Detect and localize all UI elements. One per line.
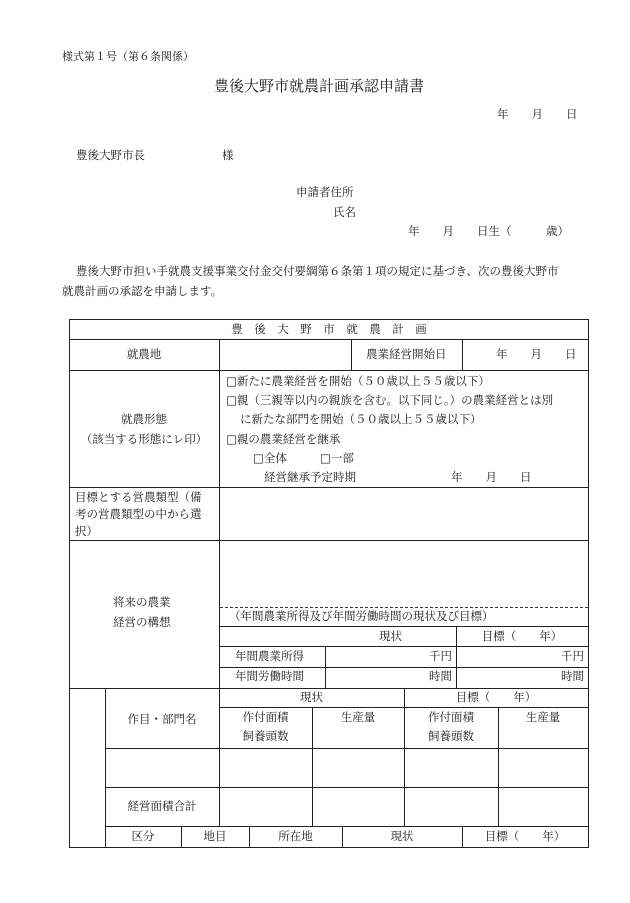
annual-hours-label: 年間労働時間: [235, 669, 304, 683]
applicant-address-label: 申請者住所: [296, 185, 354, 199]
option-parent-separate[interactable]: □親（三親等以内の親族を含む。以下同じ。）の農業経営とは別: [226, 393, 554, 407]
plan-table-heading: 豊 後 大 野 市 就 農 計 画: [231, 322, 427, 336]
crop-section-label: 作目・部門名: [127, 712, 197, 726]
option-succession[interactable]: □親の農業経営を継承: [226, 432, 341, 446]
farm-location-label: 就農地: [126, 347, 162, 361]
option-new-start[interactable]: □新たに農業経営を開始（５０歳以上５５歳以下）: [226, 374, 490, 388]
future-plan-label-2: 経営の構想: [113, 615, 171, 629]
target-type-label-2: 考の営農類型の中から選: [75, 507, 202, 521]
income-target-header: 目標（ 年）: [481, 629, 563, 643]
income-current-unit: 千円: [429, 649, 452, 663]
applicant-name-label: 氏名: [333, 205, 356, 219]
farming-form-label: 就農形態: [121, 412, 167, 426]
target-type-label-3: 択）: [75, 524, 98, 538]
application-date: 年 月 日: [497, 107, 578, 121]
document-title: 豊後大野市就農計画承認申請書: [214, 77, 425, 95]
start-date-label: 農業経営開始日: [366, 347, 447, 361]
applicant-birth-line: 年 月 日生（ 歳）: [408, 224, 569, 238]
option-succession-whole[interactable]: □全体: [253, 451, 287, 465]
body-text-line-1: 豊後大野市担い手就農支援事業交付金交付要綱第６条第１項の規定に基づき、次の豊後大野市: [76, 264, 559, 278]
addressee-honorific: 様: [222, 148, 234, 162]
option-succession-part[interactable]: □一部: [320, 451, 354, 465]
succession-date-label: 経営継承予定時期: [264, 470, 356, 484]
income-current-header: 現状: [379, 629, 402, 643]
land-type-header: 地目: [203, 829, 227, 843]
current-livestock-label: 飼養頭数: [242, 729, 289, 743]
annual-income-label: 年間農業所得: [235, 649, 304, 663]
succession-date-value: 年 月 日: [451, 470, 532, 484]
current-area-label: 作付面積: [242, 710, 289, 724]
crop-current-header: 現状: [300, 690, 323, 704]
target-livestock-label: 飼養頭数: [428, 729, 474, 743]
current-production-label: 生産量: [340, 710, 376, 724]
hours-target-unit: 時間: [561, 669, 584, 683]
target-area-label: 作付面積: [428, 710, 474, 724]
total-area-label: 経営面積合計: [127, 799, 197, 813]
land-current-header: 現状: [390, 829, 414, 843]
future-plan-label: 将来の農業: [113, 595, 171, 609]
body-text-line-2: 就農計画の承認を申請します。: [62, 284, 223, 298]
land-target-header: 目標（ 年）: [484, 829, 566, 843]
land-location-header: 所在地: [278, 829, 313, 843]
crop-target-header: 目標（ 年）: [455, 690, 537, 704]
addressee-name: 豊後大野市長: [76, 148, 145, 162]
hours-current-unit: 時間: [429, 669, 452, 683]
income-hours-note: （年間農業所得及び年間労働時間の現状及び目標）: [229, 609, 494, 623]
target-type-label: 目標とする営農類型（備: [75, 490, 202, 504]
form-number: 様式第１号（第６条関係）: [62, 50, 194, 63]
option-parent-separate-cont: に新たな部門を開始（５０歳以上５５歳以下）: [240, 412, 482, 426]
target-production-label: 生産量: [525, 710, 561, 724]
land-category-header: 区分: [131, 829, 155, 843]
income-target-unit: 千円: [561, 649, 584, 663]
farming-form-note: （該当する形態にレ印）: [80, 432, 208, 446]
start-date-value: 年 月 日: [496, 347, 577, 361]
